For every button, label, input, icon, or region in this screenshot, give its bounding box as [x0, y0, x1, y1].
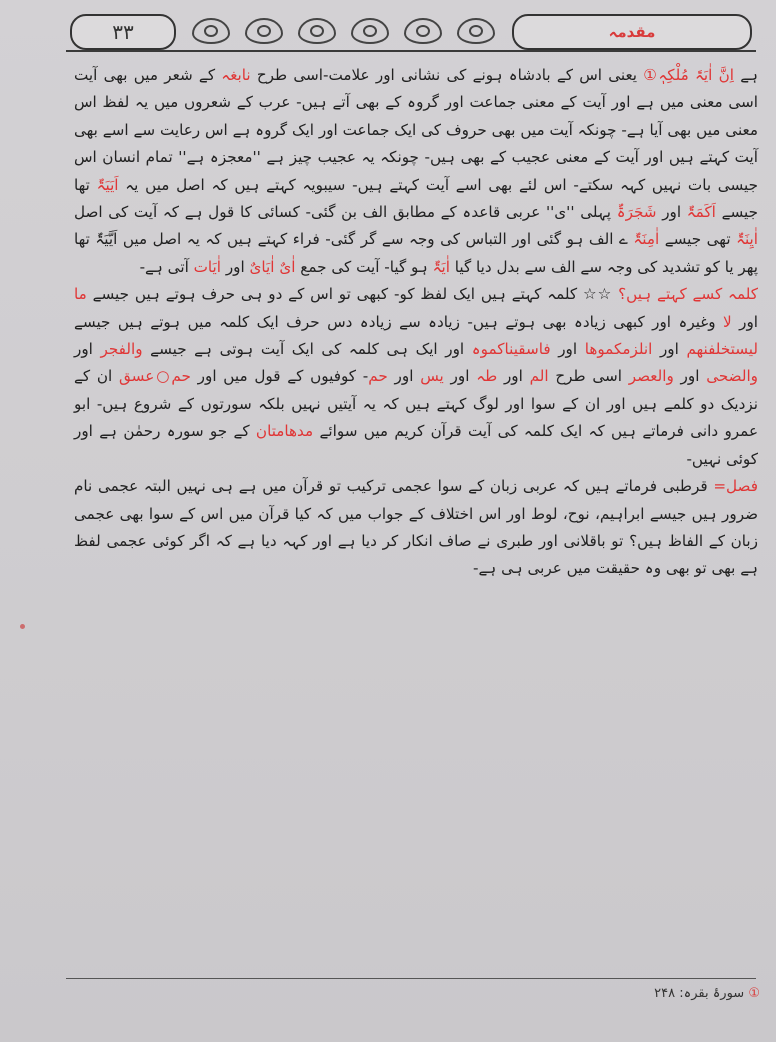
highlighted-term: والضحی [706, 367, 759, 386]
highlighted-term: اٰیَات [193, 257, 221, 276]
text-run: کے شعر میں بھی آیت اسی معنی میں ہے اور آیت کے معنی جماعت اور گروہ کے بھی آتے ہیں- عرب کے شعروں میں یہ لفظ اس معنی میں بھی آیا ہے- چونکہ آیت میں بھی حروف کی ایک جماعت اور ایک گروہ ہے اس رعایت سے اسے بھی آیت کہتے ہیں اور آیت کے معنی عجیب کے بھی ہیں- چونکہ یہ عجیب چیز ہے ''معجزہ ہے'' تمام انسان اس جیسی بات نہیں کہہ سکتے- اس لئے بھی اسے آیت کہتے ہیں- سیبویہ کہتے ہیں کہ اصل میں یہ [74, 66, 758, 194]
text-run: تھا جیسے [74, 175, 759, 222]
header-ornament [184, 16, 502, 46]
highlighted-term: ① [637, 66, 659, 84]
highlighted-term: اٰمِنَۃٌ [633, 230, 660, 249]
body-text [74, 62, 758, 583]
highlighted-term: حم○عسق [119, 367, 191, 386]
text-run: اور [221, 257, 250, 276]
text-run: اور [656, 203, 687, 222]
stray-ink-mark [20, 624, 25, 629]
section-title-box [512, 14, 752, 50]
paragraph-fasl [74, 473, 758, 583]
paragraph-kalima [74, 281, 758, 473]
text-run: اور [550, 340, 585, 359]
footnote [620, 986, 760, 1001]
footnote-text: سورۂ بقرہ: ۲۴۸ [654, 986, 745, 1001]
highlighted-term: لا [723, 312, 732, 331]
highlighted-term: شَجَرَۃٌ [616, 203, 657, 222]
ornament-motif [351, 18, 389, 44]
highlighted-term: کلمہ کسے کہتے ہیں؟ [618, 285, 758, 304]
text-run: ہے [733, 66, 759, 84]
ornament-motif [457, 18, 495, 44]
ornament-motif [245, 18, 283, 44]
text-run: اور [652, 340, 687, 359]
ornament-motif [298, 18, 336, 44]
highlighted-term: اٰیِنَۃٌ [736, 230, 758, 249]
highlighted-term: یس [420, 367, 444, 386]
text-run: ے الف ہو گئی اور التباس کی وجہ سے گر گئی- فراء کہتے ہیں کہ یہ اصل میں اَیَّیَۃٌ تھا پھر یا کو تشدید کی وجہ سے الف سے بدل دیا گیا [74, 230, 758, 276]
highlighted-term: طہ [476, 367, 498, 386]
text-run: ☆☆ کلمہ کہتے ہیں ایک لفظ کو- کبھی تو اس کے دو ہی حرف ہوتے ہیں جیسے [86, 285, 619, 304]
highlighted-term: اَیَیَۃٌ [96, 175, 119, 194]
text-run: یعنی اس کے بادشاہ ہونے کی نشانی اور علامت-اسی طرح [250, 66, 638, 84]
paragraph-ayat [74, 62, 758, 281]
text-run: اور [497, 367, 530, 386]
text-run: ہو گیا- آیت کی جمع [295, 257, 433, 276]
text-run: اور [731, 312, 759, 331]
page-number-box [70, 14, 176, 50]
text-run: اسی طرح [548, 367, 629, 386]
ornament-motif [404, 18, 442, 44]
text-run: اور [74, 340, 101, 359]
highlighted-term: اَکَمَۃٌ [686, 203, 716, 222]
text-run: قرطبی فرماتے ہیں کہ عربی زبان کے سوا عجمی ترکیب تو قرآن میں ہے ہی نہیں البتہ عجمی نام ضرور ہیں جیسے ابراہیم، نوح، لوط اور اس اختلاف کے جواب میں کہ کیا قرآن میں اس کے سوا بھی عجمی زبان کے الفاظ ہیں؟ تو باقلانی اور طبری نے صاف انکار کر دیا ہے اور کہہ دیا ہے کہ اگر کوئی عجمی لفظ ہے بھی تو بھی وہ حقیقت میں عربی ہی ہے- [74, 477, 758, 578]
highlighted-term: اٰیٌ اٰیَایٌ [249, 257, 296, 276]
highlighted-term: ما [74, 285, 87, 304]
footnote-rule [66, 978, 756, 979]
page-header [66, 10, 756, 54]
highlighted-term: فصل= [713, 477, 758, 496]
page-number: ۳۳ [112, 20, 134, 44]
highlighted-term: والعصر [628, 367, 674, 386]
highlighted-term: اِنَّ اٰیَۃَ مُلْکِہٖ [658, 66, 734, 84]
text-run: وغیرہ اور کبھی زیادہ بھی ہوتے ہیں- زیادہ سے زیادہ دس حرف ایک کلمہ میں ہوتے ہیں جیسے [74, 312, 724, 331]
text-run: اور ایک ہی کلمہ کی ایک آیت ہوتی ہے جیسے [142, 340, 472, 359]
text-run: اور [387, 367, 421, 386]
highlighted-term: انلزمکموھا [584, 340, 653, 359]
highlighted-term: اٰیَۃٌ [432, 257, 450, 276]
text-run: - کوفیوں کے قول میں اور [190, 367, 369, 386]
text-run: پہلی ''ی'' عربی قاعدہ کے مطابق الف بن گئی- کسائی کا قول ہے کہ آیت کی اصل [74, 203, 617, 222]
highlighted-term: حم [368, 367, 388, 386]
ornament-motif [192, 18, 230, 44]
text-run: آتی ہے- [139, 257, 194, 276]
highlighted-term: لیستخلفنھم [686, 340, 758, 359]
footnote-marker: ① [748, 986, 760, 1001]
highlighted-term: الم [529, 367, 549, 386]
text-run: تھی جیسے [659, 230, 737, 249]
text-run: اور [443, 367, 477, 386]
highlighted-term: والفجر [100, 340, 143, 359]
text-run: اور [673, 367, 707, 386]
highlighted-term: نابغہ [221, 66, 251, 84]
highlighted-term: مدھامتان [255, 422, 314, 441]
text-run: کے جو سورہ رحمٰن ہے اور کوئی نہیں- [74, 422, 758, 468]
highlighted-term: فاسقیناکموہ [471, 340, 551, 359]
header-rule [66, 50, 756, 52]
section-title: مقدمہ [608, 23, 656, 41]
text-run: ان کے نزدیک دو کلمے ہیں اور ان کے سوا اور لوگ کہتے ہیں کہ یہ آیتیں نہیں بلکہ سورتوں کے شروع ہیں- ابو عمرو دانی فرماتے ہیں کہ ایک کلمہ کی آیت قرآن کریم میں سوائے [74, 367, 759, 441]
